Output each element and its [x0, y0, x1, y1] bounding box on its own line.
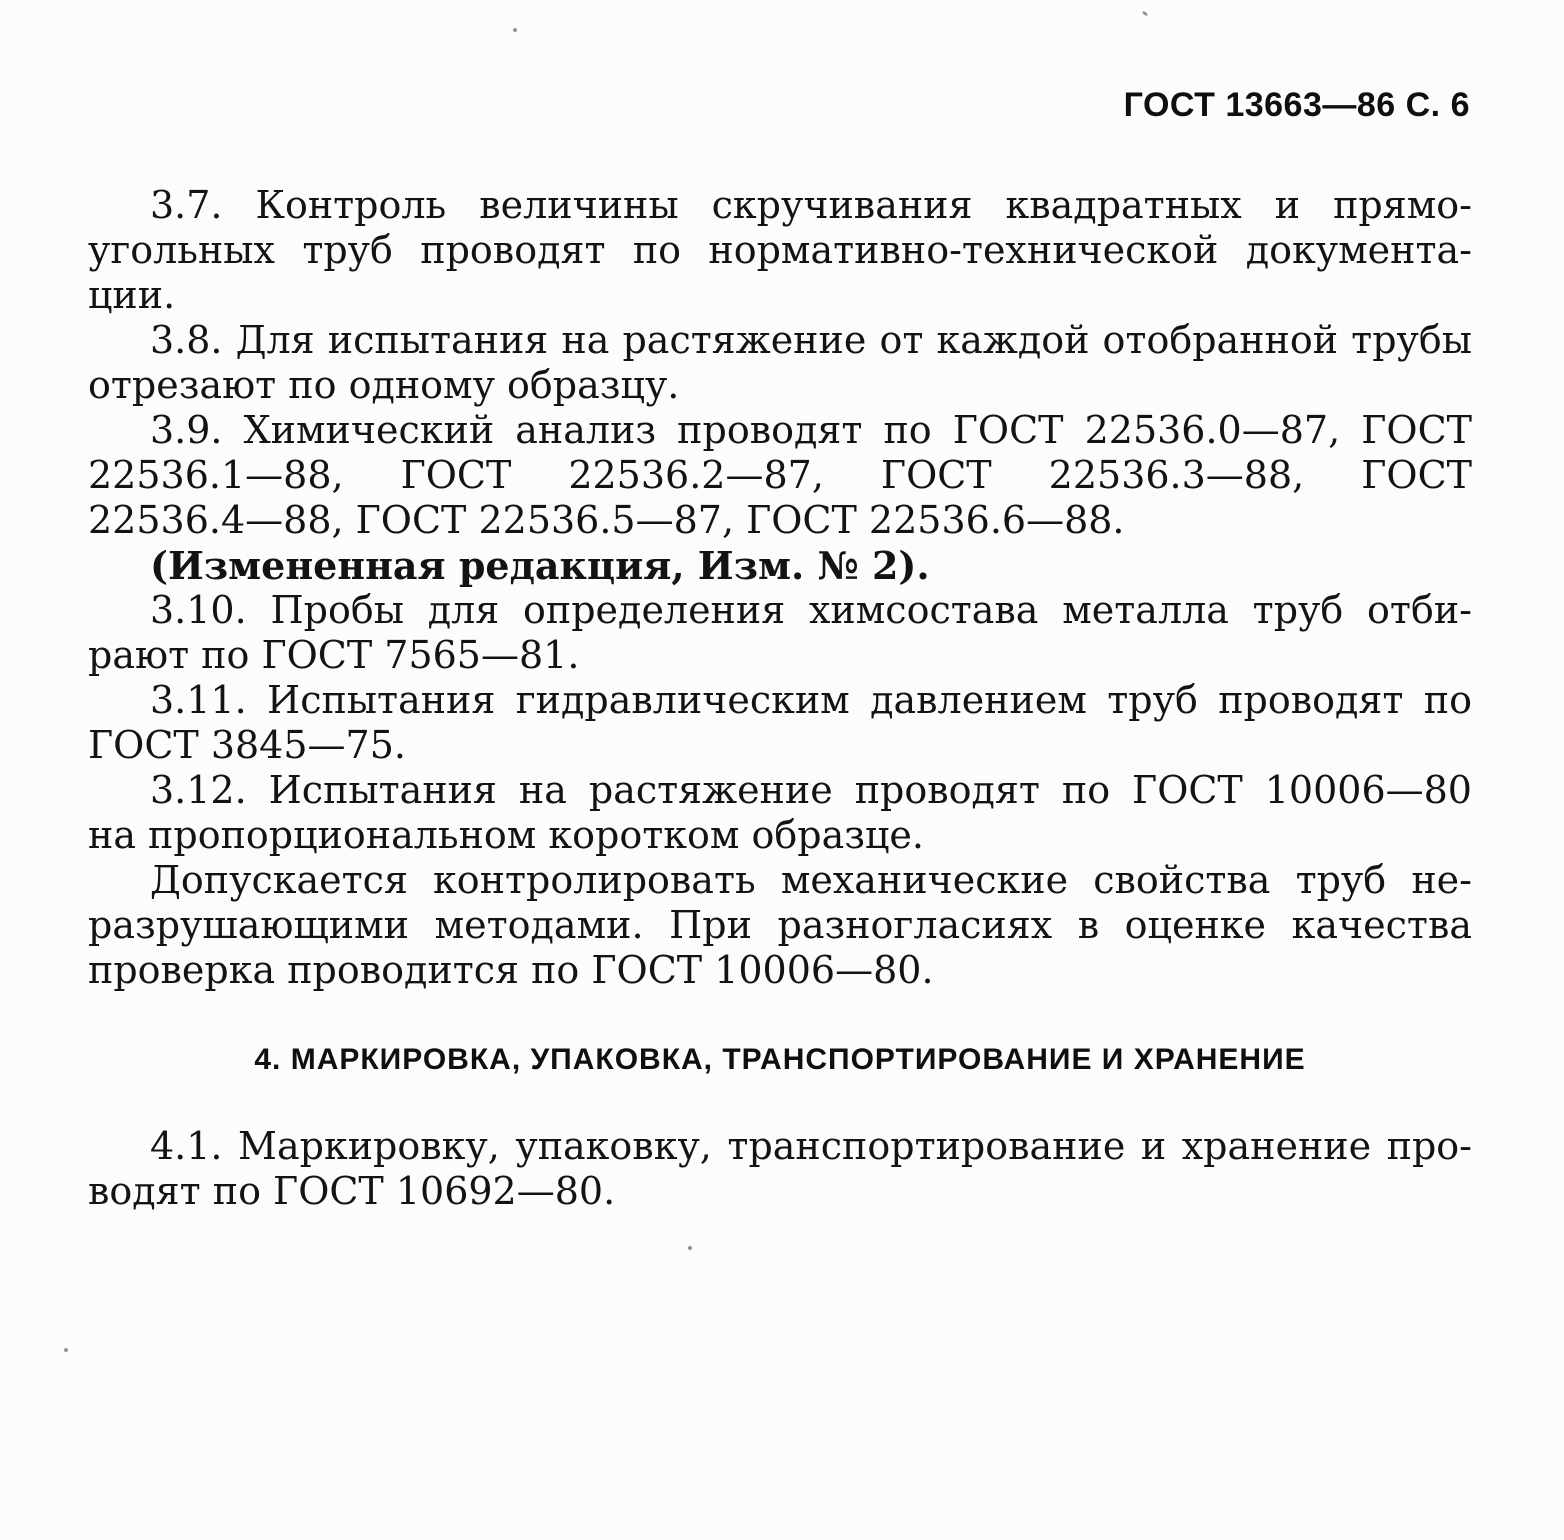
scan-speck: [688, 1246, 692, 1250]
paragraph: [88, 858, 1472, 993]
text-line: Допускается контролировать механические свойства труб не-: [150, 858, 1472, 902]
text-line: 3.12. Испытания на растяжение проводят по ГОСТ 10006—80: [150, 768, 1472, 812]
scan-speck: [64, 1348, 68, 1352]
text-line: на пропорциональном коротком образце.: [88, 813, 924, 857]
text-line: 3.11. Испытания гидравлическим давлением труб проводят по: [150, 678, 1472, 722]
text-line: водят по ГОСТ 10692—80.: [88, 1169, 616, 1213]
paragraph: [88, 1124, 1472, 1214]
text-line: 3.7. Контроль величины скручивания квадратных и прямо-: [150, 183, 1472, 227]
text-line: ции.: [88, 273, 176, 317]
section-heading: [88, 1037, 1472, 1082]
note-paragraph: [88, 543, 1472, 588]
page-header: ГОСТ 13663—86 С. 6: [1123, 86, 1470, 124]
paragraph: [88, 183, 1472, 318]
paragraph: [88, 588, 1472, 678]
text-line: проверка проводится по ГОСТ 10006—80.: [88, 948, 934, 992]
text-line: 3.9. Химический анализ проводят по ГОСТ 22536.0—87, ГОСТ: [150, 408, 1472, 452]
text-line: 3.8. Для испытания на растяжение от каждой отобранной трубы: [150, 318, 1472, 362]
text-line: 22536.4—88, ГОСТ 22536.5—87, ГОСТ 22536.6—88.: [88, 498, 1125, 542]
paragraph: [88, 318, 1472, 408]
text-line: отрезают по одному образцу.: [88, 363, 680, 407]
scan-speck: [1142, 10, 1149, 16]
text-line: ГОСТ 3845—75.: [88, 723, 406, 767]
paragraph: [88, 408, 1472, 543]
text-line: угольных труб проводят по нормативно-технической документа-: [88, 228, 1472, 272]
scan-speck: [513, 28, 517, 32]
paragraph: [88, 678, 1472, 768]
text-line: 22536.1—88, ГОСТ 22536.2—87, ГОСТ 22536.3—88, ГОСТ: [88, 453, 1472, 497]
text-line: 3.10. Пробы для определения химсостава металла труб отби-: [150, 588, 1472, 632]
document-body: [88, 183, 1472, 1214]
text-line: разрушающими методами. При разногласиях в оценке качества: [88, 903, 1472, 947]
text-line: 4. МАРКИРОВКА, УПАКОВКА, ТРАНСПОРТИРОВАНИЕ И ХРАНЕНИЕ: [254, 1043, 1306, 1076]
text-line: (Измененная редакция, Изм. № 2).: [150, 543, 930, 588]
paragraph: [88, 768, 1472, 858]
text-line: 4.1. Маркировку, упаковку, транспортирование и хранение про-: [150, 1124, 1472, 1168]
text-line: рают по ГОСТ 7565—81.: [88, 633, 580, 677]
